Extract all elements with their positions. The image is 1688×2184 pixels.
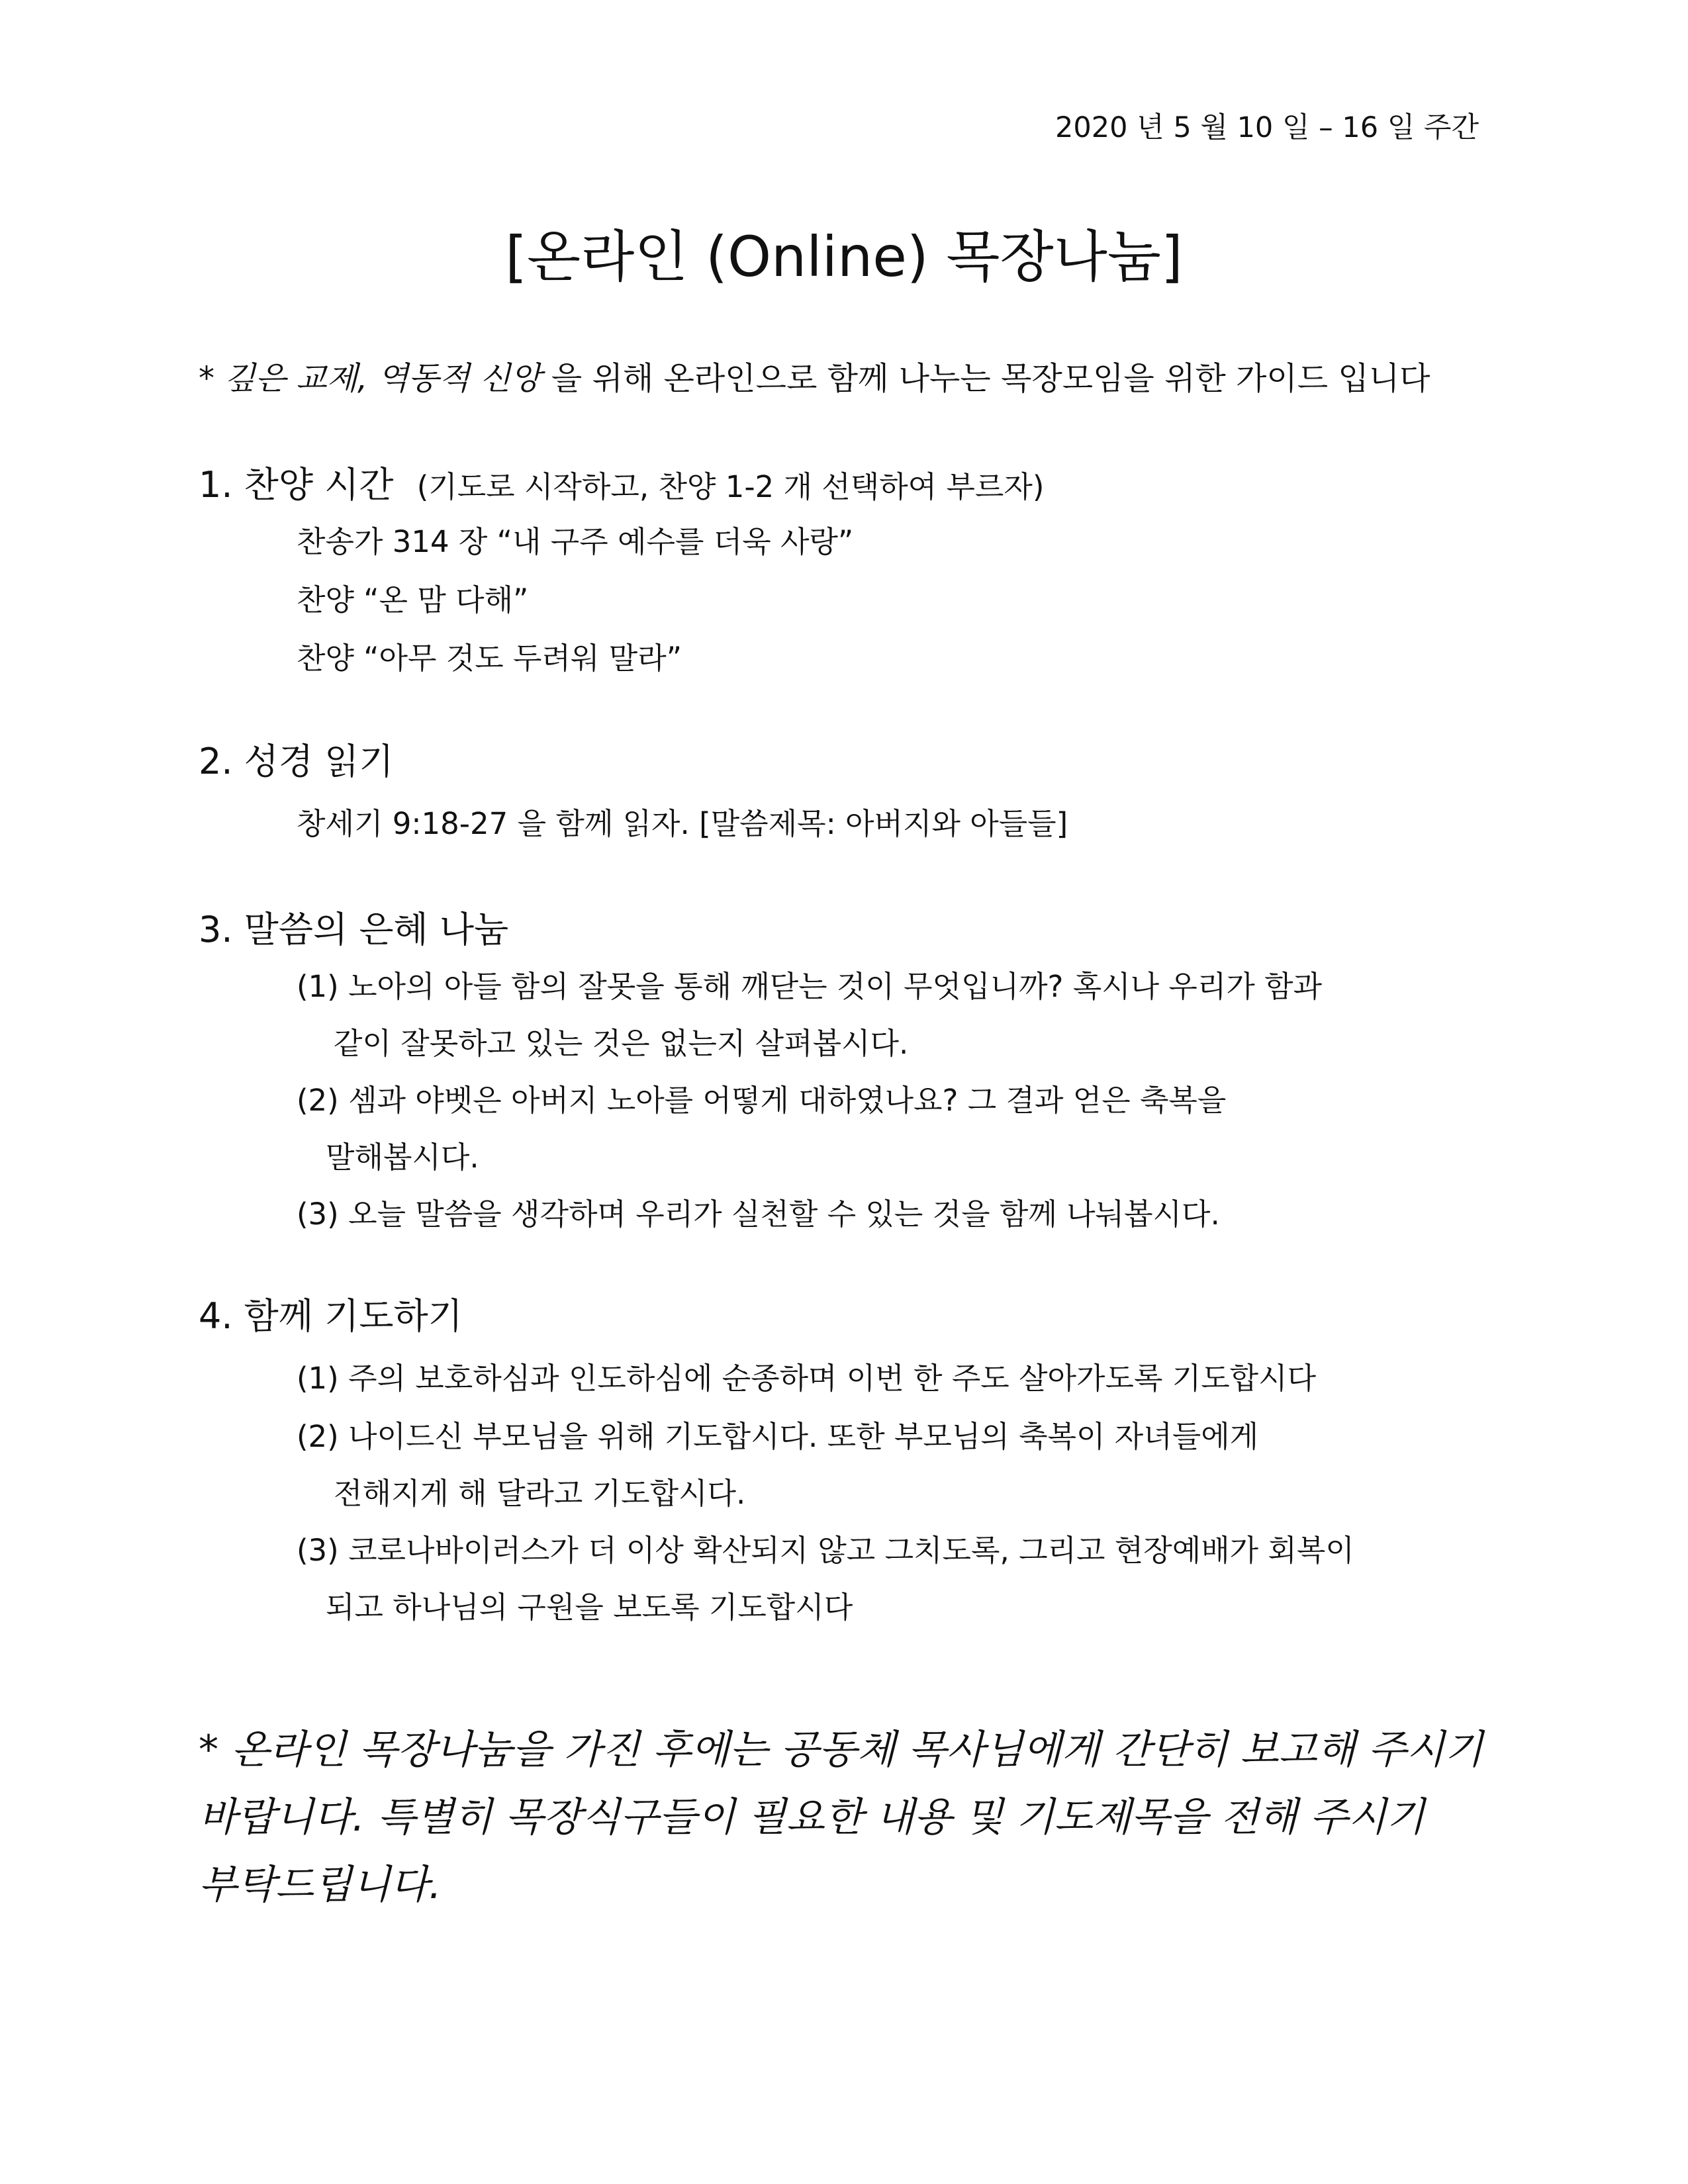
item-number: (2) xyxy=(297,1419,339,1454)
item-text: 나이드신 부모님을 위해 기도합시다. 또한 부모님의 축복이 자녀들에게 xyxy=(348,1419,1259,1454)
intro-text: 을 위해 온라인으로 함께 나누는 목장모임을 위한 가이드 입니다 xyxy=(551,360,1430,397)
intro-bullet: * xyxy=(199,360,214,397)
closing-note-line: 바랍니다. 특별히 목장식구들이 필요한 내용 및 기도제목을 전해 주시기 xyxy=(199,1794,1425,1841)
item-number: (3) xyxy=(297,1533,339,1568)
item-text: 셈과 야벳은 아버지 노아를 어떻게 대하였나요? 그 결과 얻은 축복을 xyxy=(348,1083,1227,1118)
list-item: 찬송가 314 장 “내 구주 예수를 더욱 사랑” xyxy=(297,524,854,559)
section-heading-sharing: 3. 말씀의 은혜 나눔 xyxy=(199,909,509,950)
item-number: (3) xyxy=(297,1197,339,1232)
closing-note-line: * 온라인 목장나눔을 가진 후에는 공동체 목사님에게 간단히 보고해 주시기 xyxy=(199,1727,1483,1773)
item-text: 노아의 아들 함의 잘못을 통해 깨닫는 것이 무엇입니까? 혹시나 우리가 함과 xyxy=(348,969,1323,1004)
closing-note-line: 부탁드립니다. xyxy=(199,1862,442,1908)
question-continuation: 말해봅시다. xyxy=(326,1140,479,1175)
question-item xyxy=(297,1083,1227,1118)
section-note: (기도로 시작하고, 찬양 1-2 개 선택하여 부르자) xyxy=(416,469,1045,504)
page-title: [온라인 (Online) 목장나눔] xyxy=(505,224,1183,289)
list-item: 찬양 “아무 것도 두려워 말라” xyxy=(297,641,682,676)
intro-line xyxy=(199,360,1430,397)
prayer-item xyxy=(297,1361,1317,1396)
section-heading-bible-reading: 2. 성경 읽기 xyxy=(199,741,394,782)
prayer-continuation: 전해지게 해 달라고 기도합시다. xyxy=(334,1476,746,1511)
item-text: 코로나바이러스가 더 이상 확산되지 않고 그치도록, 그리고 현장예배가 회복이 xyxy=(348,1533,1354,1568)
item-text: 주의 보호하심과 인도하심에 순종하며 이번 한 주도 살아가도록 기도합시다 xyxy=(348,1361,1317,1396)
intro-emphasis: 깊은 교제, 역동적 신앙 xyxy=(224,360,541,397)
list-item: 창세기 9:18-27 을 함께 읽자. [말씀제목: 아버지와 아들들] xyxy=(297,806,1068,841)
prayer-item xyxy=(297,1533,1354,1568)
item-number: (2) xyxy=(297,1083,339,1118)
date-range: 2020 년 5 월 10 일 – 16 일 주간 xyxy=(1055,111,1479,144)
item-text: 오늘 말씀을 생각하며 우리가 실천할 수 있는 것을 함께 나눠봅시다. xyxy=(348,1197,1220,1232)
item-number: (1) xyxy=(297,969,339,1004)
section-heading-praise: 1. 찬양 시간 (기도로 시작하고, 찬양 1-2 개 선택하여 부르자) xyxy=(199,464,1045,506)
list-item: 찬양 “온 맘 다해” xyxy=(297,582,529,617)
question-continuation: 같이 잘못하고 있는 것은 없는지 살펴봅시다. xyxy=(334,1026,909,1061)
section-heading-prayer: 4. 함께 기도하기 xyxy=(199,1295,463,1337)
item-number: (1) xyxy=(297,1361,339,1396)
prayer-continuation: 되고 하나님의 구원을 보도록 기도합시다 xyxy=(326,1590,853,1625)
question-item xyxy=(297,969,1323,1004)
prayer-item xyxy=(297,1419,1259,1454)
question-item xyxy=(297,1197,1220,1232)
